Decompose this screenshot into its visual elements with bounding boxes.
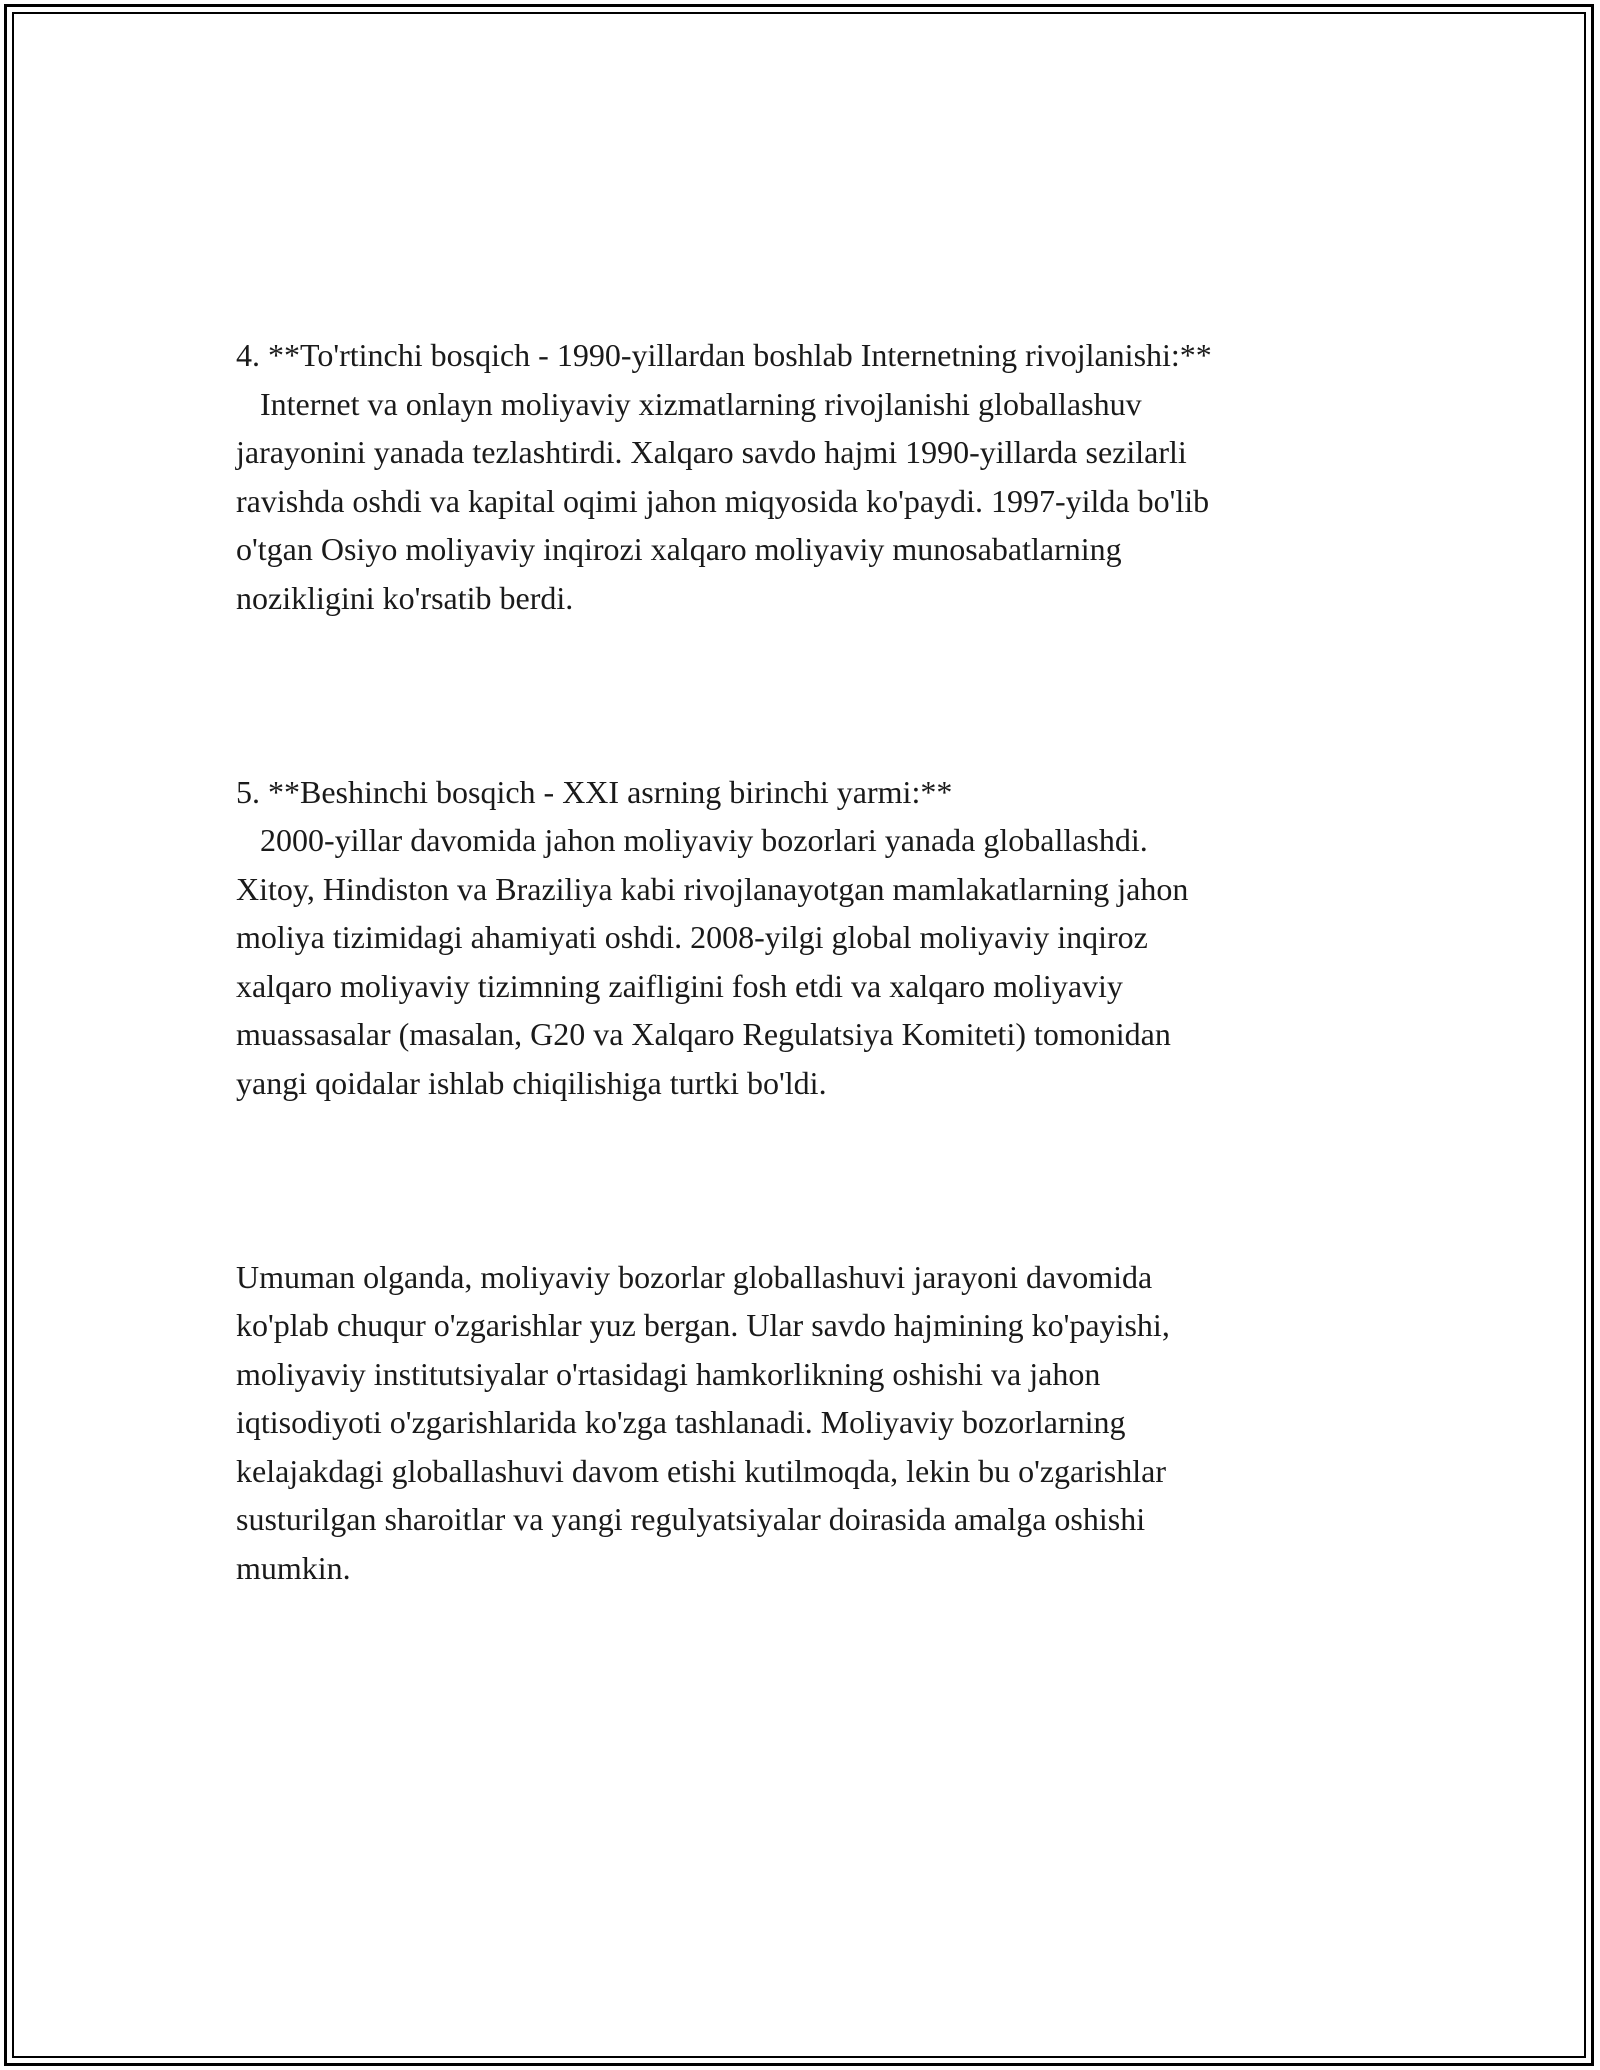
- section-5-body: 2000-yillar davomida jahon moliyaviy bozorlari yanada globallashdi. Xitoy, Hindiston va Braziliya kabi rivojlanayotgan mamlakatlarning jahon moliya tizimidagi ahamiyati oshdi. 2008-yilgi global moliyaviy inqiroz xalqaro moliyaviy tizimning zaifligini fosh etdi va xalqaro moliyaviy muassasalar (masalan, G20 va Xalqaro Regulatsiya Komiteti) tomonidan yangi qoidalar ishlab chiqilishiga turtki bo'ldi.: [236, 822, 1189, 1101]
- section-4: [236, 331, 1366, 622]
- section-5-heading: 5. **Beshinchi bosqich - XXI asrning birinchi yarmi:**: [236, 773, 953, 810]
- section-4-body: Internet va onlayn moliyaviy xizmatlarning rivojlanishi globallashuv jarayonini yanada tezlashtirdi. Xalqaro savdo hajmi 1990-yillarda sezilarli ravishda oshdi va kapital oqimi jahon miqyosida ko'paydi. 1997-yilda bo'lib o'tgan Osiyo moliyaviy inqirozi xalqaro moliyaviy munosabatlarning nozikligini ko'rsatib berdi.: [236, 385, 1210, 616]
- document-body: [236, 234, 1366, 1689]
- conclusion-paragraph: Umuman olganda, moliyaviy bozorlar globallashuvi jarayoni davomida ko'plab chuqur o'zgarishlar yuz bergan. Ular savdo hajmining ko'payishi, moliyaviy institutsiyalar o'rtasidagi hamkorlikning oshishi va jahon iqtisodiyoti o'zgarishlarida ko'zga tashlanadi. Moliyaviy bozorlarning kelajakdagi globallashuvi davom etishi kutilmoqda, lekin bu o'zgarishlar susturilgan sharoitlar va yangi regulyatsiyalar doirasida amalga oshishi mumkin.: [236, 1258, 1170, 1586]
- section-4-heading: 4. **To'rtinchi bosqich - 1990-yillardan boshlab Internetning rivojlanishi:**: [236, 337, 1212, 373]
- section-5: [236, 768, 1366, 1108]
